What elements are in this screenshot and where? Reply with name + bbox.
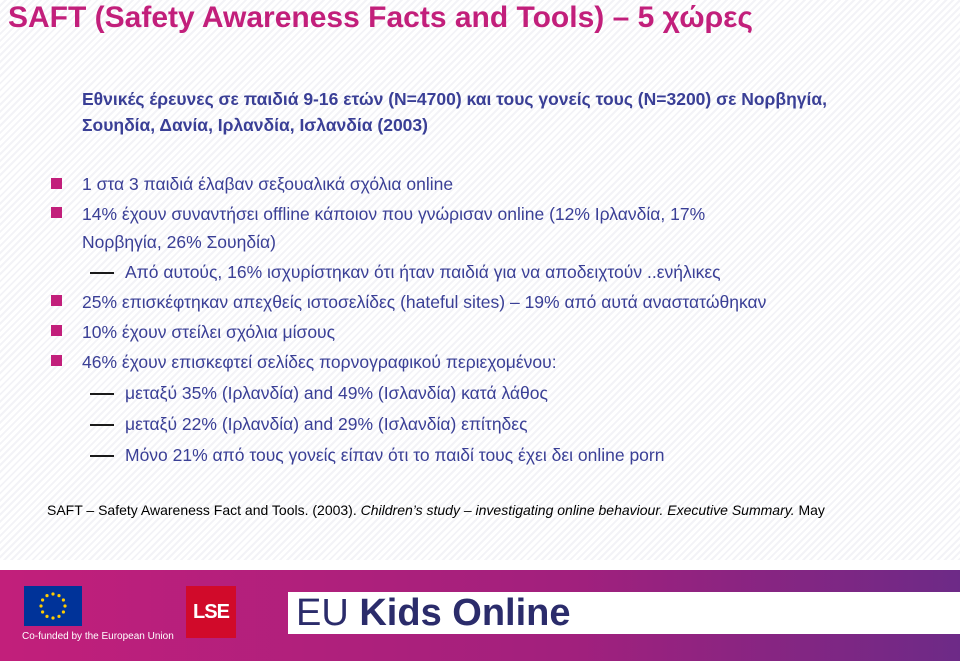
source-suffix: May (794, 502, 825, 518)
footer-bar (0, 570, 960, 661)
bullet-square-icon (51, 325, 62, 336)
slide-subtitle: Εθνικές έρευνες σε παιδιά 9-16 ετών (N=4700) και τους γονείς τους (N=3200) σε Νορβηγία, Σουηδία, Δανία, Ιρλανδία, Ισλανδία (2003) (82, 89, 827, 135)
source-citation (47, 502, 825, 518)
brand-kids-online: Kids Online (359, 592, 571, 634)
source-prefix: SAFT – Safety Awareness Fact and Tools. (2003). (47, 502, 361, 518)
list-item: 46% έχουν επισκεφτεί σελίδες πορνογραφικού περιεχομένου: (82, 352, 557, 372)
bullet-square-icon (51, 355, 62, 366)
bullet-square-icon (51, 178, 62, 189)
list-item: 1 στα 3 παιδιά έλαβαν σεξουαλικά σχόλια online (82, 174, 454, 194)
lse-logo: LSE (186, 586, 236, 638)
eu-flag-icon (24, 586, 82, 626)
eu-caption: Co-funded by the European Union (22, 631, 174, 642)
eu-kids-online-logo (288, 592, 960, 634)
bullet-square-icon (51, 207, 62, 218)
list-item: 10% έχουν στείλει σχόλια μίσους (82, 322, 336, 342)
list-item-continuation: Νορβηγία, 26% Σουηδία) (82, 232, 276, 252)
slide-title: SAFT (Safety Awareness Facts and Tools) – 5 χώρες (8, 1, 754, 34)
source-italic: Children’s study – investigating online behaviour. Executive Summary. (360, 502, 795, 518)
bullet-square-icon (51, 295, 62, 306)
brand-eu: EU (296, 592, 349, 634)
dash-bullet-icon (90, 455, 114, 457)
sub-list-item: Μόνο 21% από τους γονείς είπαν ότι το παιδί τους έχει δει online porn (125, 445, 665, 465)
sub-list-item: μεταξύ 22% (Ιρλανδία) and 29% (Ισλανδία) επίτηδες (125, 414, 528, 434)
list-item: 14% έχουν συναντήσει offline κάποιον που γνώρισαν online (12% Ιρλανδία, 17% (82, 204, 706, 224)
list-item: 25% επισκέφτηκαν απεχθείς ιστοσελίδες (hateful sites) – 19% από αυτά αναστατώθηκαν (82, 292, 767, 312)
dash-bullet-icon (90, 393, 114, 395)
dash-bullet-icon (90, 424, 114, 426)
dash-bullet-icon (90, 272, 114, 274)
sub-list-item: Από αυτούς, 16% ισχυρίστηκαν ότι ήταν παιδιά για να αποδειχτούν ..ενήλικες (125, 262, 721, 282)
sub-list-item: μεταξύ 35% (Ιρλανδία) and 49% (Ισλανδία) κατά λάθος (125, 383, 548, 403)
